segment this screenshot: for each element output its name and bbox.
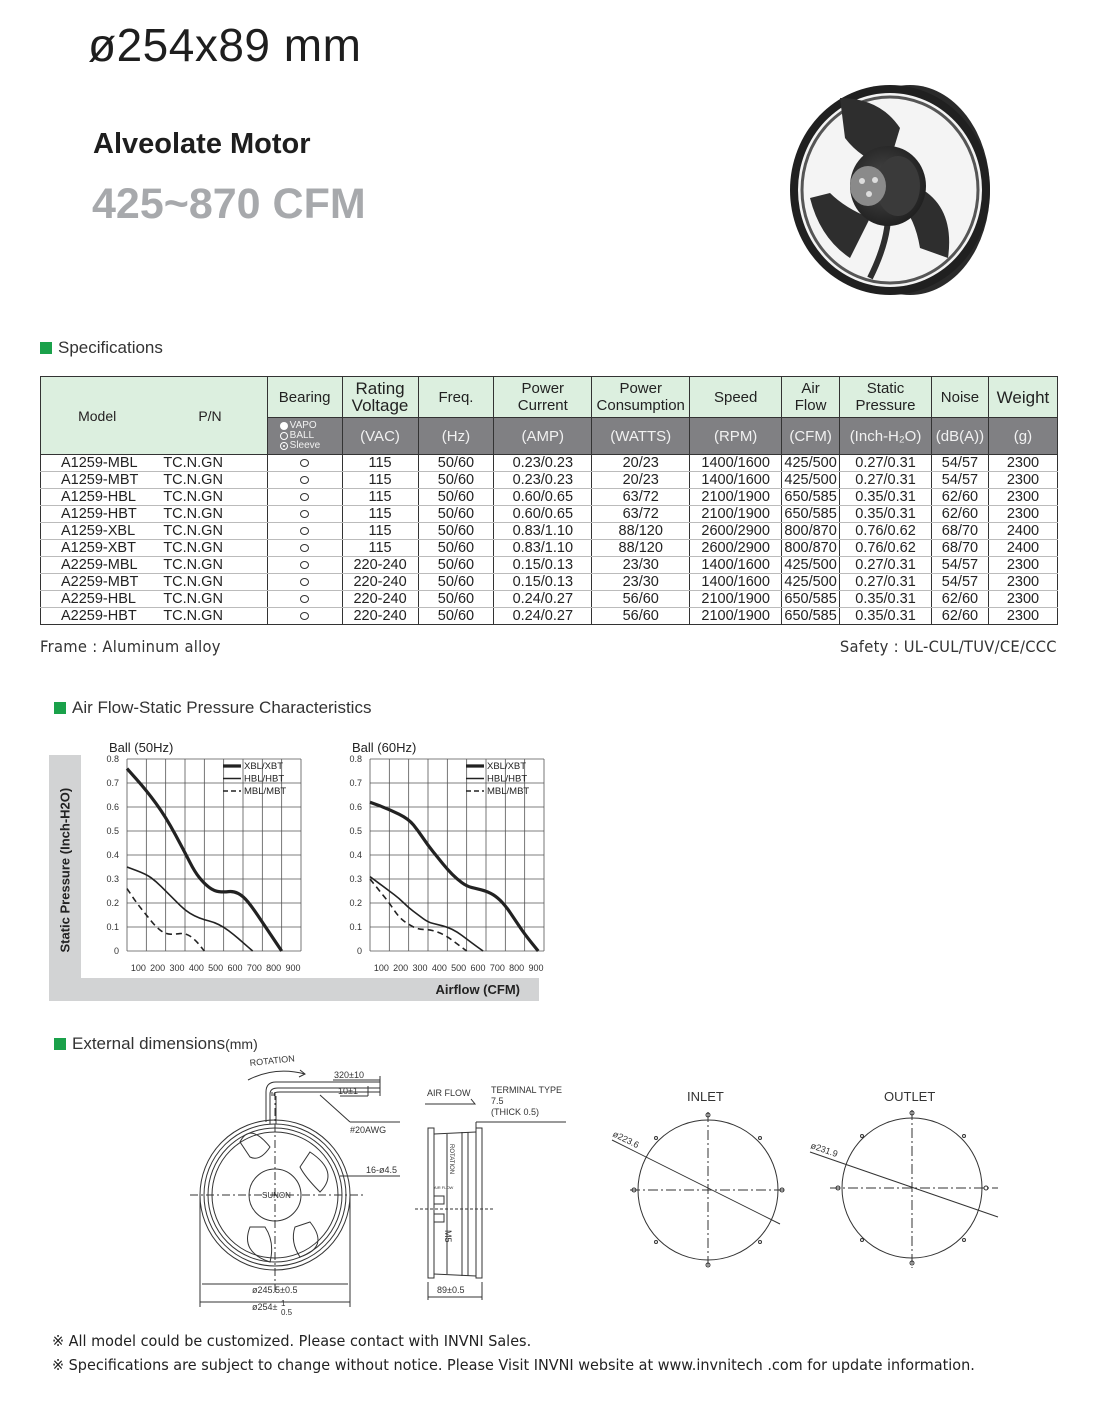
y-tick-label: 0.6 — [106, 802, 119, 812]
y-tick-label: 0.5 — [349, 826, 362, 836]
cell-noise: 68/70 — [931, 540, 988, 557]
cell-power: 63/72 — [592, 506, 690, 523]
cell-airflow: 425/500 — [782, 472, 840, 489]
cell-bearing — [267, 608, 342, 625]
cell-freq: 50/60 — [418, 591, 494, 608]
unit-pressure: (Inch-H₂O) — [840, 418, 932, 455]
cell-power: 56/60 — [592, 591, 690, 608]
cell-weight: 2300 — [988, 472, 1057, 489]
ball-bearing-icon — [300, 510, 309, 518]
safety-certification-note: Safety : UL-CUL/TUV/CE/CCC — [840, 637, 1057, 656]
cell-weight: 2300 — [988, 506, 1057, 523]
ball-bearing-icon — [300, 578, 309, 586]
table-row — [41, 591, 1058, 608]
x-tick-label: 200 — [150, 963, 166, 973]
airflow-title: Air Flow-Static Pressure Characteristics — [72, 698, 372, 717]
x-tick-label: 600 — [227, 963, 243, 973]
y-tick-label: 0.2 — [349, 898, 362, 908]
x-tick-label: 100 — [373, 963, 389, 973]
unit-freq: (Hz) — [418, 418, 494, 455]
cell-power: 63/72 — [592, 489, 690, 506]
unit-power: (WATTS) — [592, 418, 690, 455]
cell-weight: 2300 — [988, 591, 1057, 608]
table-row — [41, 523, 1058, 540]
unit-speed: (RPM) — [690, 418, 782, 455]
col-header-current-l1: Power — [521, 380, 565, 397]
col-header-weight: Weight — [988, 377, 1057, 418]
cell-pressure: 0.76/0.62 — [840, 523, 932, 540]
x-tick-label: 700 — [489, 963, 505, 973]
cell-noise: 54/57 — [931, 455, 988, 472]
cell-current: 0.24/0.27 — [494, 591, 592, 608]
cell-freq: 50/60 — [418, 506, 494, 523]
cell-power: 88/120 — [592, 540, 690, 557]
chart-title: Ball (60Hz) — [352, 740, 417, 755]
label-airflow: AIR FLOW — [427, 1088, 471, 1098]
cell-bearing — [267, 489, 342, 506]
cell-power: 23/30 — [592, 557, 690, 574]
cell-pn: TC.N.GN — [153, 472, 267, 489]
cell-airflow: 650/585 — [782, 591, 840, 608]
green-square-bullet-icon — [54, 1038, 66, 1050]
cell-pressure: 0.27/0.31 — [840, 455, 932, 472]
cell-voltage: 220-240 — [342, 591, 418, 608]
cell-airflow: 425/500 — [782, 557, 840, 574]
cell-noise: 62/60 — [931, 591, 988, 608]
cell-airflow: 800/870 — [782, 540, 840, 557]
ball-bearing-icon — [300, 493, 309, 501]
legend-label: XBL/XBT — [487, 761, 527, 772]
col-header-pressure-l1: Static — [866, 380, 905, 397]
cell-voltage: 220-240 — [342, 557, 418, 574]
cell-pressure: 0.35/0.31 — [840, 591, 932, 608]
ball-bearing-icon — [300, 612, 309, 620]
cell-bearing — [267, 591, 342, 608]
label-outlet: OUTLET — [884, 1089, 936, 1104]
col-header-voltage-l2: Voltage — [351, 396, 409, 415]
cell-noise: 62/60 — [931, 608, 988, 625]
y-tick-label: 0.3 — [349, 874, 362, 884]
bearing-legend-label: BALL — [289, 430, 315, 441]
label-brand: SUNON — [262, 1191, 291, 1200]
cell-bearing — [267, 557, 342, 574]
cell-model: A1259-MBL — [41, 455, 154, 472]
col-header-current-l2: Current — [517, 397, 568, 414]
cfm-range-title: 425~870 CFM — [92, 180, 366, 228]
cell-bearing — [267, 506, 342, 523]
motor-type-title: Alveolate Motor — [93, 128, 311, 160]
cell-power: 56/60 — [592, 608, 690, 625]
col-header-bearing: Bearing — [267, 377, 342, 418]
cell-freq: 50/60 — [418, 455, 494, 472]
cell-voltage: 115 — [342, 540, 418, 557]
specifications-table-body — [41, 455, 1058, 625]
cell-bearing — [267, 472, 342, 489]
col-header-power — [592, 377, 690, 418]
x-tick-label: 100 — [130, 963, 146, 973]
label-depth: 89±0.5 — [437, 1285, 465, 1295]
cell-airflow: 800/870 — [782, 523, 840, 540]
airflow-charts — [49, 735, 544, 1001]
cell-pressure: 0.27/0.31 — [840, 557, 932, 574]
cell-noise: 62/60 — [931, 506, 988, 523]
x-tick-label: 600 — [470, 963, 486, 973]
cell-pn: TC.N.GN — [153, 540, 267, 557]
col-header-airflow-l2: Flow — [794, 397, 827, 414]
legend-label: MBL/MBT — [244, 786, 287, 797]
cell-weight: 2300 — [988, 574, 1057, 591]
axial-fan-photo — [770, 78, 1020, 308]
label-lead-length: 320±10 — [334, 1070, 364, 1080]
bearing-legend-label: VAPO — [289, 420, 317, 431]
cell-current: 0.60/0.65 — [494, 489, 592, 506]
frame-material-note: Frame : Aluminum alloy — [40, 637, 221, 656]
cell-current: 0.23/0.23 — [494, 455, 592, 472]
unit-current: (AMP) — [494, 418, 592, 455]
y-tick-label: 0.3 — [106, 874, 119, 884]
cell-current: 0.60/0.65 — [494, 506, 592, 523]
side-view — [415, 1099, 566, 1300]
x-tick-label: 800 — [509, 963, 525, 973]
cell-speed: 2100/1900 — [690, 608, 782, 625]
cell-airflow: 650/585 — [782, 489, 840, 506]
col-header-voltage — [342, 377, 418, 418]
label-rotation: ROTATION — [249, 1053, 296, 1068]
y-tick-label: 0 — [113, 946, 119, 956]
product-size-title: ø254x89 mm — [88, 19, 362, 71]
green-square-bullet-icon — [40, 342, 52, 354]
specifications-title: Specifications — [58, 338, 163, 357]
col-header-power-l2: Consumption — [596, 397, 685, 414]
table-row — [41, 506, 1058, 523]
cell-airflow: 425/500 — [782, 455, 840, 472]
cell-power: 88/120 — [592, 523, 690, 540]
cell-pn: TC.N.GN — [153, 591, 267, 608]
y-tick-label: 0.4 — [106, 850, 119, 860]
unit-weight: (g) — [988, 418, 1057, 455]
ball-bearing-icon — [300, 561, 309, 569]
airflow-arrow — [425, 1099, 475, 1104]
cell-weight: 2300 — [988, 557, 1057, 574]
label-outer-tol-minus: 0.5 — [281, 1308, 293, 1317]
cell-model: A1259-XBL — [41, 523, 154, 540]
unit-voltage: (VAC) — [342, 418, 418, 455]
cell-current: 0.23/0.23 — [494, 472, 592, 489]
cell-current: 0.83/1.10 — [494, 540, 592, 557]
footnote-spec-change: ※ Specifications are subject to change without notice. Please Visit INVNI website at www.invnitech .com for update information. — [52, 1356, 975, 1374]
cell-model: A1259-HBT — [41, 506, 154, 523]
external-dimensions-drawing — [190, 1052, 1020, 1327]
cell-noise: 54/57 — [931, 574, 988, 591]
cell-bearing — [267, 523, 342, 540]
y-tick-label: 0.1 — [106, 922, 119, 932]
table-row — [41, 574, 1058, 591]
cell-freq: 50/60 — [418, 523, 494, 540]
cell-speed: 2100/1900 — [690, 489, 782, 506]
label-mount-holes: 16-ø4.5 — [366, 1165, 398, 1175]
col-header-pressure-l2: Pressure — [855, 397, 916, 414]
cell-pn: TC.N.GN — [153, 557, 267, 574]
cell-pressure: 0.35/0.31 — [840, 608, 932, 625]
y-tick-label: 0.6 — [349, 802, 362, 812]
cell-model: A2259-MBL — [41, 557, 154, 574]
cell-noise: 62/60 — [931, 489, 988, 506]
label-wire-gauge: #20AWG — [350, 1125, 387, 1135]
cell-speed: 2100/1900 — [690, 591, 782, 608]
col-header-airflow-l1: Air — [801, 380, 820, 397]
cell-power: 20/23 — [592, 472, 690, 489]
x-tick-label: 300 — [412, 963, 428, 973]
cell-noise: 54/57 — [931, 472, 988, 489]
y-tick-label: 0.8 — [106, 754, 119, 764]
table-row — [41, 455, 1058, 472]
table-row — [41, 608, 1058, 625]
label-outer-tol-plus: 1 — [281, 1299, 286, 1308]
cell-speed: 2600/2900 — [690, 523, 782, 540]
y-tick-label: 0.5 — [106, 826, 119, 836]
label-terminal-type: TERMINAL TYPE — [491, 1085, 563, 1095]
wire-gauge-leader — [320, 1095, 350, 1122]
dimensions-unit: (mm) — [225, 1036, 258, 1052]
cell-speed: 2100/1900 — [690, 506, 782, 523]
x-tick-label: 200 — [393, 963, 409, 973]
x-tick-label: 400 — [431, 963, 447, 973]
cell-bearing — [267, 455, 342, 472]
cell-speed: 1400/1600 — [690, 557, 782, 574]
label-terminal-size: 7.5 — [491, 1096, 504, 1106]
cell-pn: TC.N.GN — [153, 506, 267, 523]
specifications-table — [40, 376, 1058, 625]
cell-current: 0.15/0.13 — [494, 574, 592, 591]
col-header-pressure — [840, 377, 932, 418]
x-tick-label: 300 — [169, 963, 185, 973]
chart-x-axis-label: Airflow (CFM) — [435, 982, 520, 997]
cell-voltage: 220-240 — [342, 608, 418, 625]
x-tick-label: 500 — [451, 963, 467, 973]
cell-freq: 50/60 — [418, 608, 494, 625]
cell-model: A2259-MBT — [41, 574, 154, 591]
dimensions-heading — [54, 1034, 258, 1054]
chart-ball-60hz — [324, 735, 556, 978]
cell-airflow: 650/585 — [782, 506, 840, 523]
table-row — [41, 489, 1058, 506]
y-tick-label: 0.7 — [349, 778, 362, 788]
table-row — [41, 540, 1058, 557]
cell-airflow: 650/585 — [782, 608, 840, 625]
cell-model: A2259-HBT — [41, 608, 154, 625]
filled-circle-icon — [280, 422, 288, 430]
ball-bearing-icon — [300, 459, 309, 467]
cell-model: A2259-HBL — [41, 591, 154, 608]
cell-model: A1259-HBL — [41, 489, 154, 506]
cell-speed: 1400/1600 — [690, 455, 782, 472]
cell-speed: 1400/1600 — [690, 574, 782, 591]
cell-noise: 68/70 — [931, 523, 988, 540]
inlet-view — [612, 1112, 786, 1268]
outlet-dia-line — [810, 1152, 998, 1217]
y-tick-label: 0.2 — [106, 898, 119, 908]
label-strip-length: 10±1 — [338, 1086, 358, 1096]
cell-pn: TC.N.GN — [153, 489, 267, 506]
cell-speed: 2600/2900 — [690, 540, 782, 557]
cell-weight: 2300 — [988, 455, 1057, 472]
outlet-view — [810, 1110, 998, 1268]
label-side-rotation: ROTATION — [448, 1144, 454, 1175]
x-tick-label: 700 — [246, 963, 262, 973]
label-inlet: INLET — [687, 1089, 724, 1104]
cell-weight: 2300 — [988, 489, 1057, 506]
col-header-freq: Freq. — [418, 377, 494, 418]
col-header-voltage-l1: Rating — [355, 379, 405, 398]
y-tick-label: 0.1 — [349, 922, 362, 932]
cell-power: 20/23 — [592, 455, 690, 472]
front-view — [190, 1070, 400, 1307]
y-tick-label: 0.4 — [349, 850, 362, 860]
unit-noise: (dB(A)) — [931, 418, 988, 455]
cell-voltage: 115 — [342, 506, 418, 523]
cell-pressure: 0.76/0.62 — [840, 540, 932, 557]
dimensions-title: External dimensions — [72, 1034, 226, 1053]
cell-pressure: 0.35/0.31 — [840, 506, 932, 523]
ball-bearing-icon — [300, 595, 309, 603]
chart-ball-50hz — [81, 735, 313, 978]
cell-pressure: 0.35/0.31 — [840, 489, 932, 506]
cell-voltage: 220-240 — [342, 574, 418, 591]
y-tick-label: 0.8 — [349, 754, 362, 764]
legend-label: XBL/XBT — [244, 761, 284, 772]
cell-pn: TC.N.GN — [153, 523, 267, 540]
cell-speed: 1400/1600 — [690, 472, 782, 489]
col-header-airflow — [782, 377, 840, 418]
chart-y-axis-label: Static Pressure (Inch-H2O) — [57, 787, 73, 953]
green-square-bullet-icon — [54, 702, 66, 714]
cell-pn: TC.N.GN — [153, 608, 267, 625]
cell-freq: 50/60 — [418, 489, 494, 506]
cell-freq: 50/60 — [418, 557, 494, 574]
cell-freq: 50/60 — [418, 574, 494, 591]
label-terminal-thick: (THICK 0.5) — [491, 1107, 540, 1117]
col-header-model: Model — [41, 377, 154, 455]
cell-pn: TC.N.GN — [153, 574, 267, 591]
bearing-legend — [267, 418, 342, 455]
cell-voltage: 115 — [342, 455, 418, 472]
specifications-heading — [40, 338, 163, 358]
empty-circle-icon — [280, 432, 288, 440]
label-side-airflow: AIR FLOW — [434, 1185, 454, 1190]
cell-noise: 54/57 — [931, 557, 988, 574]
label-screw: M5 — [443, 1230, 453, 1243]
cell-power: 23/30 — [592, 574, 690, 591]
cell-pressure: 0.27/0.31 — [840, 472, 932, 489]
label-inlet-dia: ø223.6 — [611, 1128, 641, 1151]
x-tick-label: 900 — [528, 963, 544, 973]
col-header-power-l1: Power — [619, 380, 662, 397]
col-header-pn: P/N — [153, 377, 267, 455]
footnote-customization: ※ All model could be customized. Please contact with INVNI Sales. — [52, 1332, 532, 1350]
cell-bearing — [267, 540, 342, 557]
rotation-arrow — [248, 1071, 305, 1080]
cell-weight: 2400 — [988, 523, 1057, 540]
label-inner-dia: ø245.5±0.5 — [252, 1285, 298, 1295]
cell-voltage: 115 — [342, 472, 418, 489]
col-header-speed: Speed — [690, 377, 782, 418]
label-outer-dia: ø254± — [252, 1302, 278, 1312]
cell-current: 0.15/0.13 — [494, 557, 592, 574]
legend-label: HBL/HBT — [487, 773, 528, 785]
cell-voltage: 115 — [342, 523, 418, 540]
col-header-noise: Noise — [931, 377, 988, 418]
ball-bearing-icon — [300, 476, 309, 484]
cell-weight: 2300 — [988, 608, 1057, 625]
dot-circle-icon — [280, 442, 288, 450]
label-outlet-dia: ø231.9 — [809, 1140, 840, 1160]
ball-bearing-icon — [300, 527, 309, 535]
x-tick-label: 800 — [266, 963, 282, 973]
bearing-legend-sleeve — [280, 441, 342, 451]
unit-airflow: (CFM) — [782, 418, 840, 455]
cell-airflow: 425/500 — [782, 574, 840, 591]
cell-freq: 50/60 — [418, 540, 494, 557]
airflow-heading — [54, 698, 371, 718]
x-tick-label: 400 — [188, 963, 204, 973]
chart-title: Ball (50Hz) — [109, 740, 174, 755]
cell-current: 0.83/1.10 — [494, 523, 592, 540]
x-tick-label: 900 — [285, 963, 301, 973]
y-tick-label: 0 — [356, 946, 362, 956]
ball-bearing-icon — [300, 544, 309, 552]
cell-pressure: 0.27/0.31 — [840, 574, 932, 591]
cell-bearing — [267, 574, 342, 591]
bearing-legend-label: Sleeve — [289, 440, 321, 451]
cell-freq: 50/60 — [418, 472, 494, 489]
table-row — [41, 472, 1058, 489]
cell-weight: 2400 — [988, 540, 1057, 557]
legend-label: HBL/HBT — [244, 773, 285, 785]
col-header-current — [494, 377, 592, 418]
y-tick-label: 0.7 — [106, 778, 119, 788]
cell-pn: TC.N.GN — [153, 455, 267, 472]
cell-model: A1259-XBT — [41, 540, 154, 557]
cell-model: A1259-MBT — [41, 472, 154, 489]
cell-current: 0.24/0.27 — [494, 608, 592, 625]
legend-label: MBL/MBT — [487, 786, 530, 797]
cell-voltage: 115 — [342, 489, 418, 506]
inlet-dia-line — [612, 1140, 780, 1224]
table-row — [41, 557, 1058, 574]
x-tick-label: 500 — [208, 963, 224, 973]
